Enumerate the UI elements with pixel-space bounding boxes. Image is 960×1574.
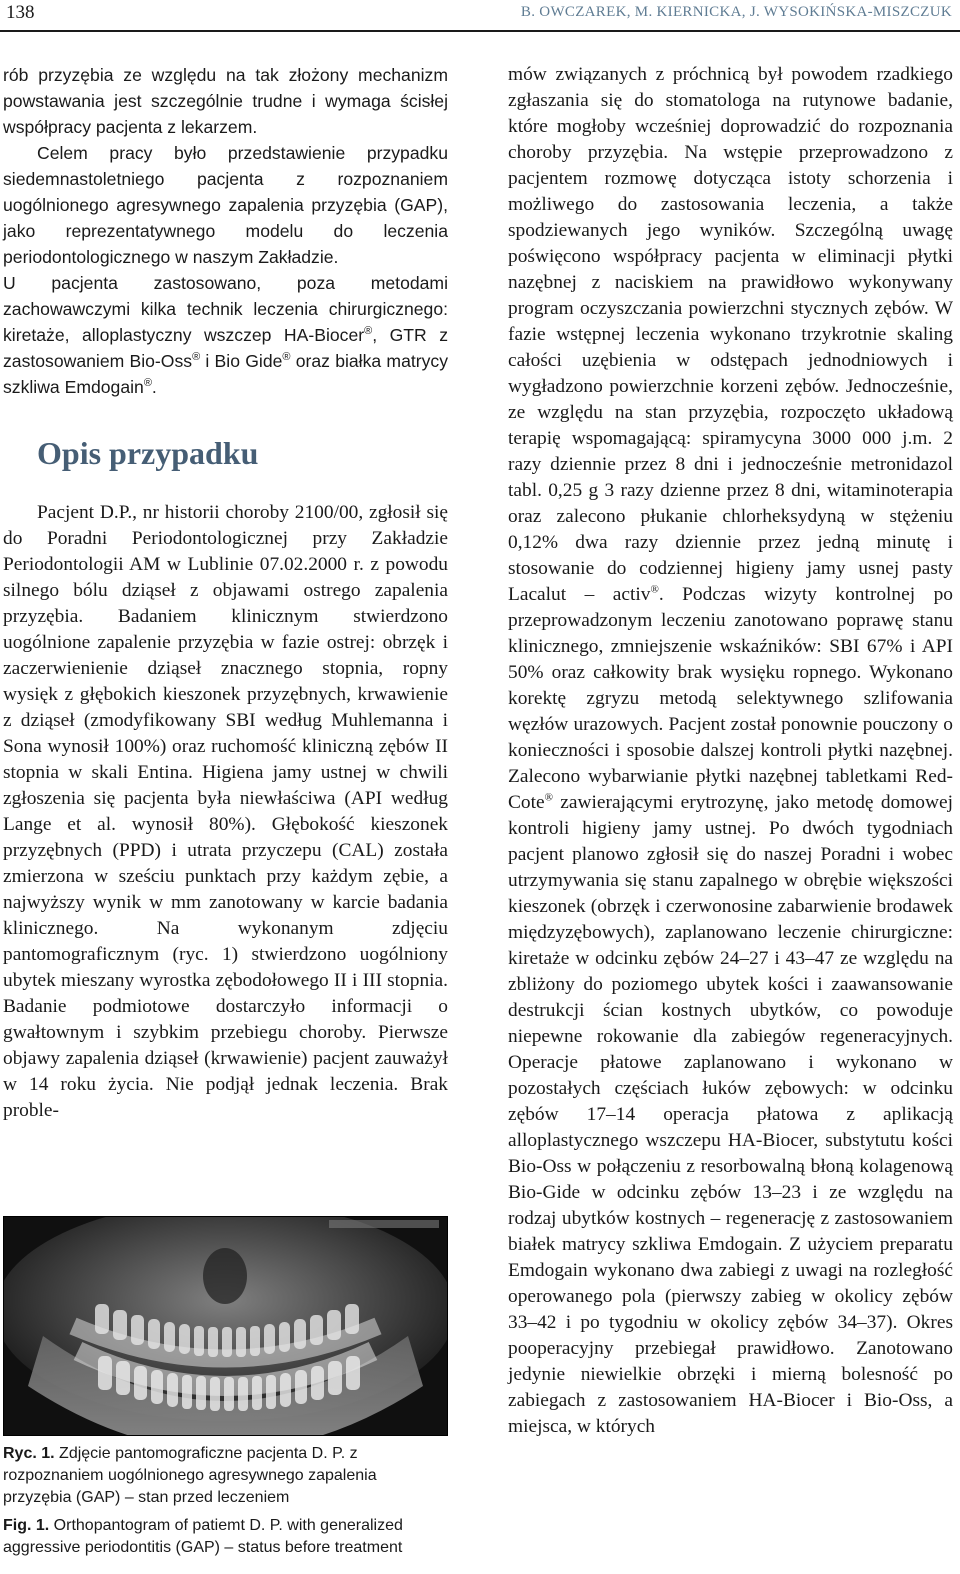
section-heading: Opis przypadku [37,435,259,471]
figure-caption [3,1443,448,1559]
intro-paragraph-end: rób przyzębia ze względu na tak złożony mechanizm powstawania jest szczególnie trudne i wymaga ścisłej współpracy pacjenta z lekarzem. [3,65,448,137]
page-number: 138 [6,2,35,23]
right-column [508,62,953,1440]
caption-polish: Ryc. 1. Zdjęcie pantomograficzne pacjenta D. P. z rozpoznaniem uogólnionego agresywnego zapalenia przyzębia (GAP) – stan przed leczeniem [3,1445,377,1506]
caption-english: Fig. 1. Orthopantogram of patiemt D. P. with generalized aggressive periodontitis (GAP) – status before treatment [3,1517,403,1556]
page-header [0,0,960,34]
panoramic-xray-figure [3,1216,448,1436]
aim-paragraph: Celem pracy było przedstawienie przypadku siedemnastoletniego pacjenta z rozpoznaniem uogólnionego agresywnego zapalenia przyzębia (GAP), jako reprezentatywnego modelu do leczenia periodontologicznego w naszym Zakładzie. [3,143,448,267]
left-column [3,62,448,1124]
right-column-paragraph: mów związanych z próchnicą był powodem rzadkiego zgłaszania się do stomatologa na rutynowe badanie, które mogłoby wcześniej doprowadzić do rozpoznania choroby przyzębia. Na wstępie przeprowadzono z pacjentem rozmowę dotycząca istoty schorzenia i możliwego do zastosowania leczenia, a także spodziewanych jego wyników. Szczególną uwagę poświęcono współpracy pacjenta w eliminacji płytki nazębnej z naciskiem na prawidłowo wykonywany program oczyszczania powierzchni stycznych zębów. W fazie wstępnej leczenia wykonano trzykrotnie skaling całości uzębienia w odstępach jednodniowych i wygładzono powierzchnie korzeni zębów. Jednocześnie, ze względu na stan przyzębia, rozpoczęto układową terapię wspomagającą: spiramycyna 3000 000 j.m. 2 razy dziennie przez 8 dni i jednocześnie metronidazol tabl. 0,25 g 3 razy dzienne przez 8 dni, witaminoterapia oraz zalecono płukanie chlorheksydyną w stężeniu 0,12% dwa razy dziennie przez jedną minutę i stosowanie do codziennej higieny jamy usnej pasty Lacalut – activ®. Podczas wizyty kontrolnej po przeprowadzonym leczeniu zanotowano poprawę stanu klinicznego, zmniejszenie wskaźników: SBI 67% i API 50% oraz całkowity brak wysięku ropnego. Wykonano korektę zgryzu metodą selektywnego szlifowania węzłów urazowych. Pacjent został ponownie pouczony o konieczności i sposobie dalszej kontroli płytki nazębnej. Zalecono wybarwianie płytki nazębnej tabletkami Red-Cote® zawierającymi erytrozynę, jako metodę domowej kontroli higieny jamy ustnej. Po dwóch tygodniach pacjent planowo zgłosił się do naszej Poradni i wobec utrzymywania się stanu zapalnego w obrębie większości kieszonek (obrzęk i czerwonosine zabarwienie brodawek międzyzębowych), zaplanowano leczenie chirurgiczne: kiretaże w odcinku zębów 24–27 i 43–47 ze względu na zbliżony do poziomego ubytek kości i zaawansowanie destrukcji ścian kostnych ubytków, co powoduje niepewne rokowanie dla zabiegów regeneracyjnych. Operacje płatowe zaplanowano i wykonano w pozostałych częściach łuków zębowych: w odcinku zębów 17–14 operacja płatowa z aplikacją alloplastycznego wszczepu HA-Biocer, substytutu kości Bio-Oss w połączeniu z resorbowalną błoną kolagenową Bio-Gide w odcinku zębów 13–23 i ze względu na rodzaj ubytków kostnych – regenerację z zastosowaniem białek matrycy szkliwa Emdogain. Z użyciem preparatu Emdogain wykonano dwa zabiegi z uwagi na rozległość operowanego pola (pierwszy zabieg w okolicy zębów 33–42 i po tygodniu w okolicy zębów 34–37). Okres pooperacyjny przebiegał prawidłowo. Zanotowano jedynie niewielkie obrzęki i mierną bolesność po zabiegach z zastosowaniem HA-Biocer i Bio-Oss, a miejsca, w których [508,64,953,1437]
running-head-authors: B. OWCZAREK, M. KIERNICKA, J. WYSOKIŃSKA-MISZCZUK [520,4,952,20]
xray-image [3,1216,448,1436]
header-rule [0,30,960,32]
case-paragraph: Pacjent D.P., nr historii choroby 2100/00, zgłosił się do Poradni Periodontologicznej przy Zakładzie Periodontologii AM w Lublinie 07.02.2000 r. z powodu silnego bólu dziąseł z objawami ostrego zapalenia przyzębia. Badaniem klinicznym stwierdzono uogólnione zapalenie przyzębia w fazie ostrej: obrzęk i zaczerwienienie dziąseł znacznego stopnia, ropny wysięk z głębokich kieszonek przyzębnych, krwawienie z dziąseł (zmodyfikowany SBI według Muhlemanna i Sona wynosił 100%) oraz ruchomość kliniczną zębów II stopnia w skali Entina. Higiena jamy ustnej w chwili zgłoszenia się pacjenta była niewłaściwa (API według Lange et al. wynosił 80%). Głębokość kieszonek przyzębnych (PPD) i utrata przyczepu (CAL) została zmierzona w sześciu punktach przy każdym zębie, a najwyższy wynik w mm zanotowany w karcie badania klinicznego. Na wykonanym zdjęciu pantomograficznym (ryc. 1) stwierdzono uogólniony ubytek mieszany wyrostka zębodołowego II i III stopnia. Badanie podmiotowe dostarczyło informacji o gwałtownym i szybkim przebiegu choroby. Pierwsze objawy zapalenia dziąseł (krwawienie) pacjent zauważył w 14 roku życia. Nie podjął jednak leczenia. Brak proble- [3,502,448,1121]
methods-paragraph: U pacjenta zastosowano, poza metodami zachowawczymi kilka technik leczenia chirurgicznego: kiretaże, alloplastyczny wszczep HA-Biocer®, GTR z zastosowaniem Bio-Oss® i Bio Gide® oraz białka matrycy szkliwa Emdogain®. [3,273,448,397]
